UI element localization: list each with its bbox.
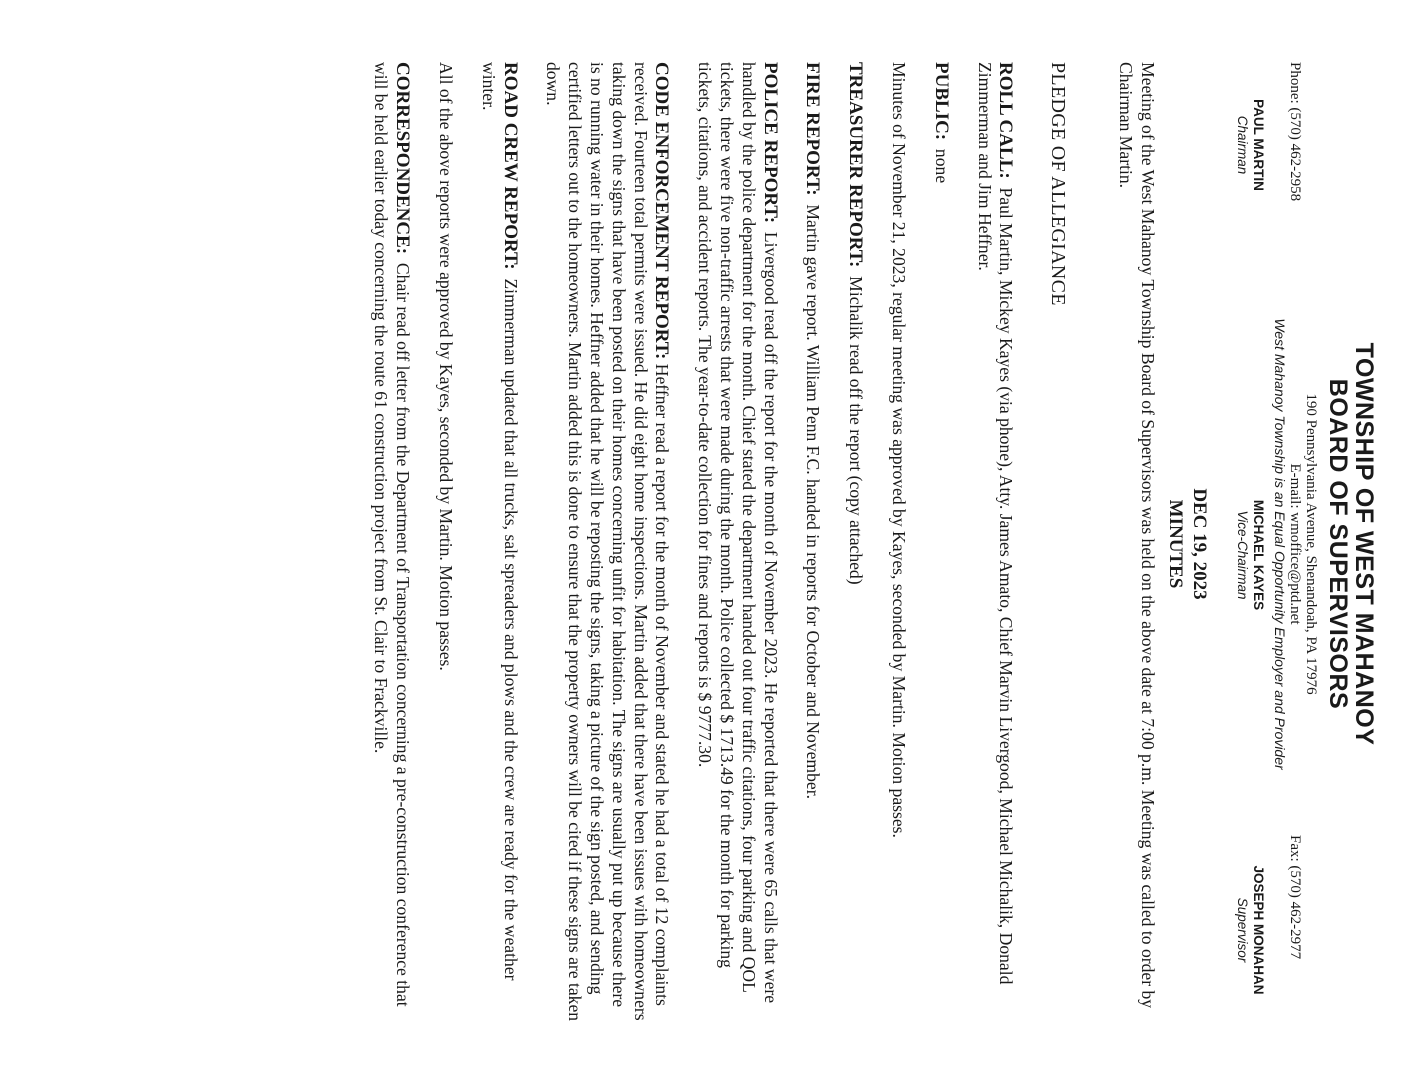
public-paragraph <box>930 62 952 1022</box>
roll-call-heading: ROLL CALL: <box>995 62 1017 179</box>
pledge-of-allegiance: PLEDGE OF ALLEGIANCE <box>1047 62 1070 306</box>
fire-paragraph <box>802 62 824 1022</box>
phone-number: Phone: (570) 462-2958 <box>1287 62 1303 202</box>
road-crew-text: Zimmerman updated that all trucks, salt spreaders and plows and the crew are ready for the weather winter. <box>478 62 521 981</box>
code-enforcement-paragraph <box>542 62 673 1022</box>
correspondence-text: Chair read off letter from the Department of Transportation concerning a pre-construction conference that will be held earlier today concerning the route 61 construction project from St. Clair to Frackville. <box>371 62 414 1007</box>
code-enforcement-text: Heffner read a report for the month of November and stated he had a total of 12 complaints received. Fourteen total permits were issued. He did eight home inspections. Martin added that there have been issues with homeowners taking down the signs that have been posted on their homes concerning unfit for habitation. The signs are usually put up because there is no running water in their homes. Heffner added that he will be reposting the signs, taking a picture of the sign posted, and sending certified letters out to the homeowners. Martin added this is done to ensure that the property owners will be cited if these signs are taken down. <box>543 62 673 1022</box>
intro-paragraph: Meeting of the West Mahanoy Township Board of Supervisors was held on the above date at 7:00 p.m. Meeting was called to order by Chairman Martin. <box>1116 62 1158 1009</box>
minutes-body <box>370 62 1158 1022</box>
public-text: none <box>931 148 952 184</box>
correspondence-paragraph <box>370 62 414 1022</box>
fax-number: Fax: (570) 462-2977 <box>1287 835 1303 960</box>
fire-text: Martin gave report. William Penn F.C. handed in reports for October and November. <box>803 204 824 799</box>
minutes-approval-paragraph: Minutes of November 21, 2023, regular meeting was approved by Kayes, seconded by Martin. Motion passes. <box>889 62 910 838</box>
road-crew-paragraph <box>477 62 521 1022</box>
officer-role: Supervisor <box>1235 897 1250 963</box>
police-text: Livergood read off the report for the month of November 2023. He reported that there were 65 calls that were handled by the police department for the month. Chief stated the department handed out four traffic citations, four parking and QOL tickets, there were five non-traffic arrests that were made during the month. Police collected $ 1713.49 for the month for parking tickets, citations, and accident reports. The year-to-date collection for fines and reports is $ 9777.30. <box>695 62 781 1004</box>
document-type: MINUTES <box>1165 499 1186 589</box>
officer-name: PAUL MARTIN <box>1251 99 1266 191</box>
treasurer-text: Michalik read off the report (copy attached) <box>846 276 867 585</box>
meeting-date: DEC 19, 2023 <box>1189 488 1210 600</box>
officer-name: JOSEPH MONAHAN <box>1251 865 1266 995</box>
roll-call-paragraph <box>973 62 1017 1022</box>
fire-heading: FIRE REPORT: <box>802 62 824 196</box>
correspondence-heading: CORRESPONDENCE: <box>392 62 414 255</box>
treasurer-heading: TREASURER REPORT: <box>845 62 867 268</box>
police-heading: POLICE REPORT: <box>759 62 781 224</box>
officer-vice-chairman <box>1234 470 1266 640</box>
equal-opportunity-statement: West Mahanoy Township is an Equal Opportunity Employer and Provider <box>1272 318 1288 770</box>
board-name: BOARD OF SUPERVISORS <box>1324 378 1352 710</box>
officer-supervisor <box>1234 840 1266 1020</box>
officer-role: Chairman <box>1235 115 1250 175</box>
road-crew-heading: ROAD CREW REPORT: <box>499 62 521 270</box>
public-heading: PUBLIC: <box>930 62 952 141</box>
reports-approved-paragraph: All of the above reports were approved by Kayes, seconded by Martin. Motion passes. <box>436 62 457 671</box>
code-enforcement-heading: CODE ENFORCEMENT REPORT: <box>651 62 673 360</box>
township-name: TOWNSHIP OF WEST MAHANOY <box>1350 342 1378 746</box>
officer-role: Vice-Chairman <box>1235 510 1250 600</box>
email-address: E-mail: wmoffice@ptd.net <box>1287 463 1303 625</box>
officer-name: MICHAEL KAYES <box>1251 499 1266 611</box>
roll-call-text: Paul Martin, Mickey Kayes (via phone), Atty. James Amato, Chief Marvin Livergood, Michael Michalik, Donald Zimmerman and Jim Heffner. <box>974 62 1017 985</box>
police-paragraph <box>693 62 780 1022</box>
address: 190 Pennsylvania Avenue, Shenandoah, PA 17976 <box>1303 393 1319 695</box>
treasurer-paragraph <box>844 62 866 1022</box>
officer-chairman <box>1234 70 1266 220</box>
